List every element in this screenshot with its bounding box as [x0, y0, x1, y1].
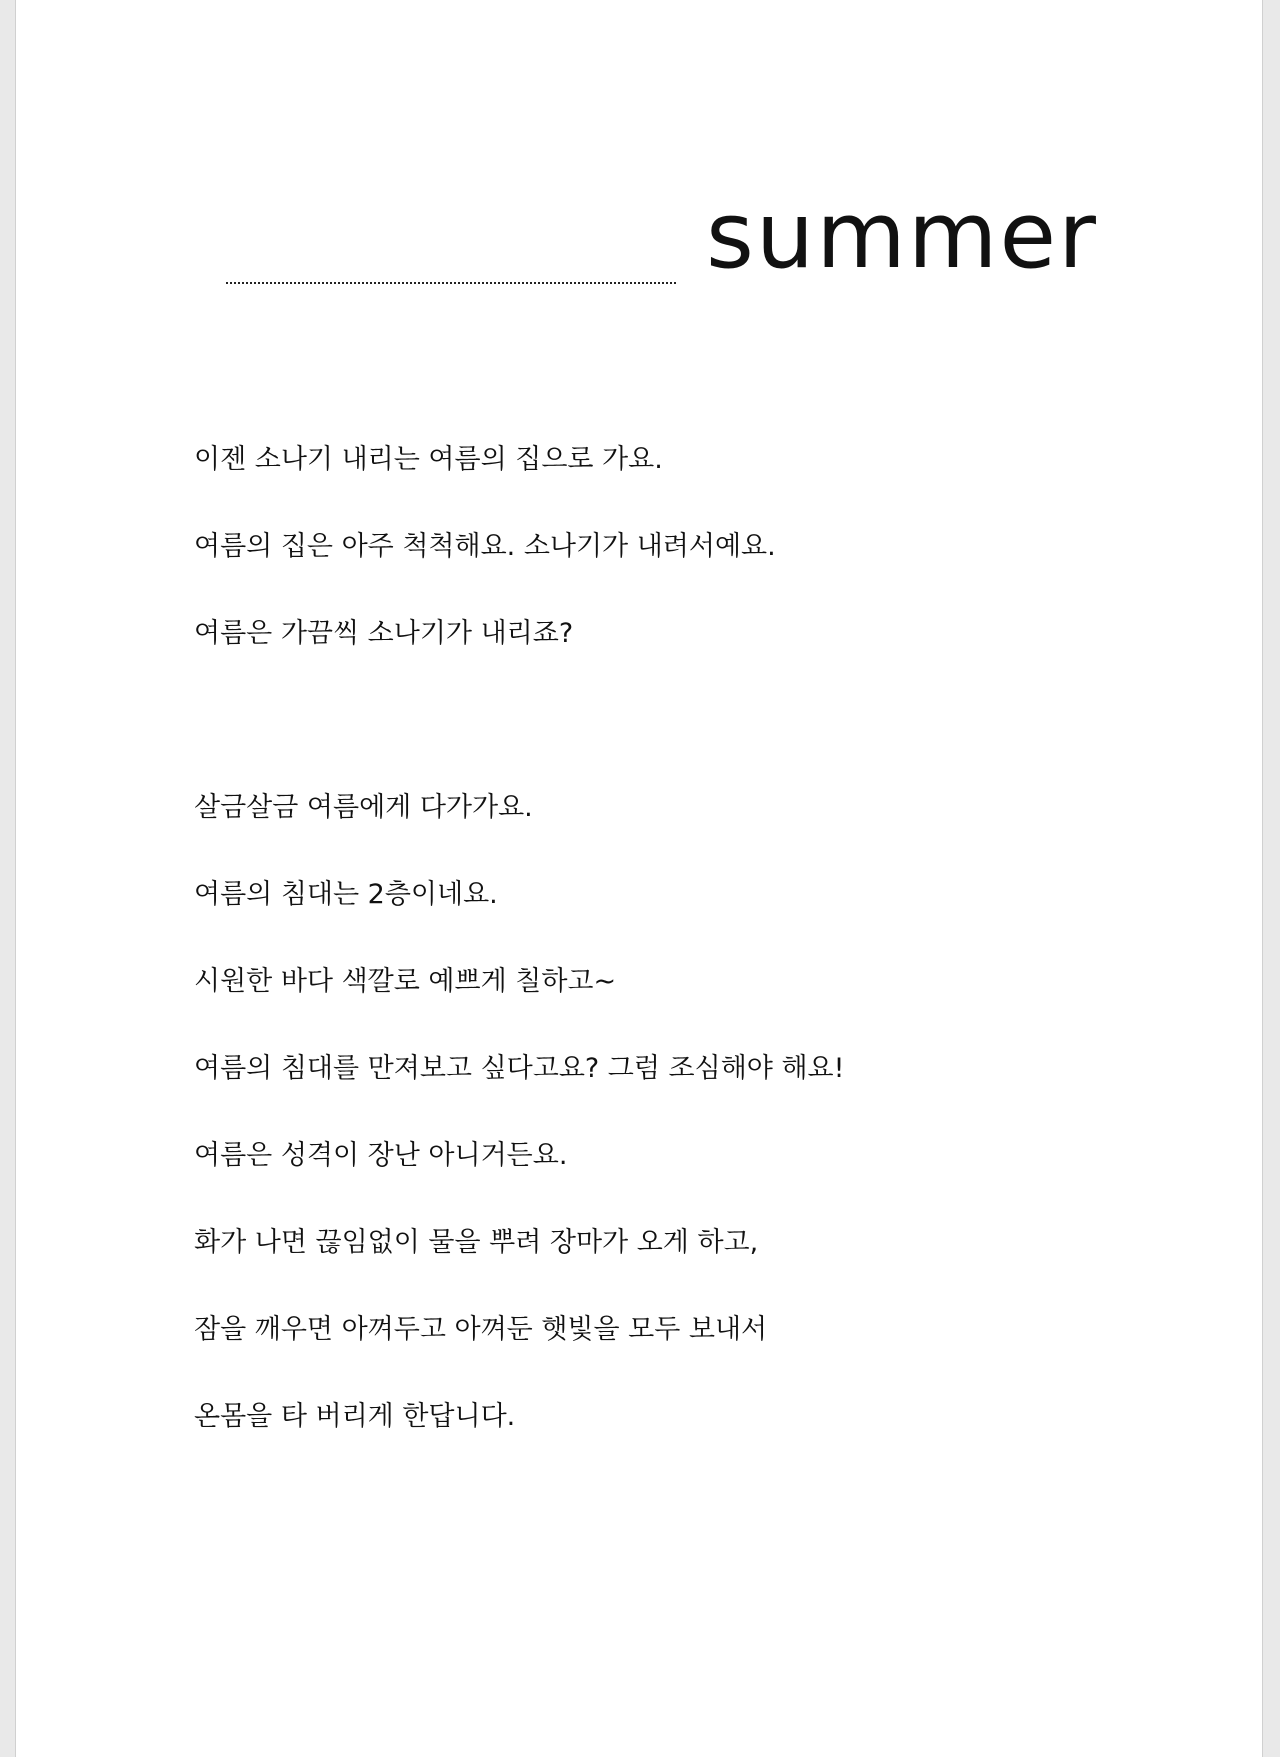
page-title: summer: [706, 182, 1098, 289]
text-line: 온몸을 타 버리게 한답니다.: [194, 1401, 516, 1432]
text-line: 여름의 집은 아주 척척해요. 소나기가 내려서예요.: [194, 531, 776, 562]
dotted-leader: [226, 278, 676, 284]
text-line: 시원한 바다 색깔로 예쁘게 칠하고~: [194, 966, 617, 997]
text-line: 여름의 침대를 만져보고 싶다고요? 그럼 조심해야 해요!: [194, 1053, 845, 1084]
text-line: 잠을 깨우면 아껴두고 아껴둔 햇빛을 모두 보내서: [194, 1314, 768, 1345]
text-line: 살금살금 여름에게 다가가요.: [194, 792, 533, 823]
stanza-break: [194, 701, 1154, 788]
body-text: [194, 440, 1154, 1484]
document-page: [15, 0, 1263, 1757]
text-line: 여름은 성격이 장난 아니거든요.: [194, 1140, 568, 1171]
text-line: 여름의 침대는 2층이네요.: [194, 879, 498, 910]
text-line: 화가 나면 끊임없이 물을 뿌려 장마가 오게 하고,: [194, 1227, 759, 1258]
text-line: 여름은 가끔씩 소나기가 내리죠?: [194, 618, 574, 649]
title-row: [226, 182, 1106, 310]
text-line: 이젠 소나기 내리는 여름의 집으로 가요.: [194, 444, 663, 475]
